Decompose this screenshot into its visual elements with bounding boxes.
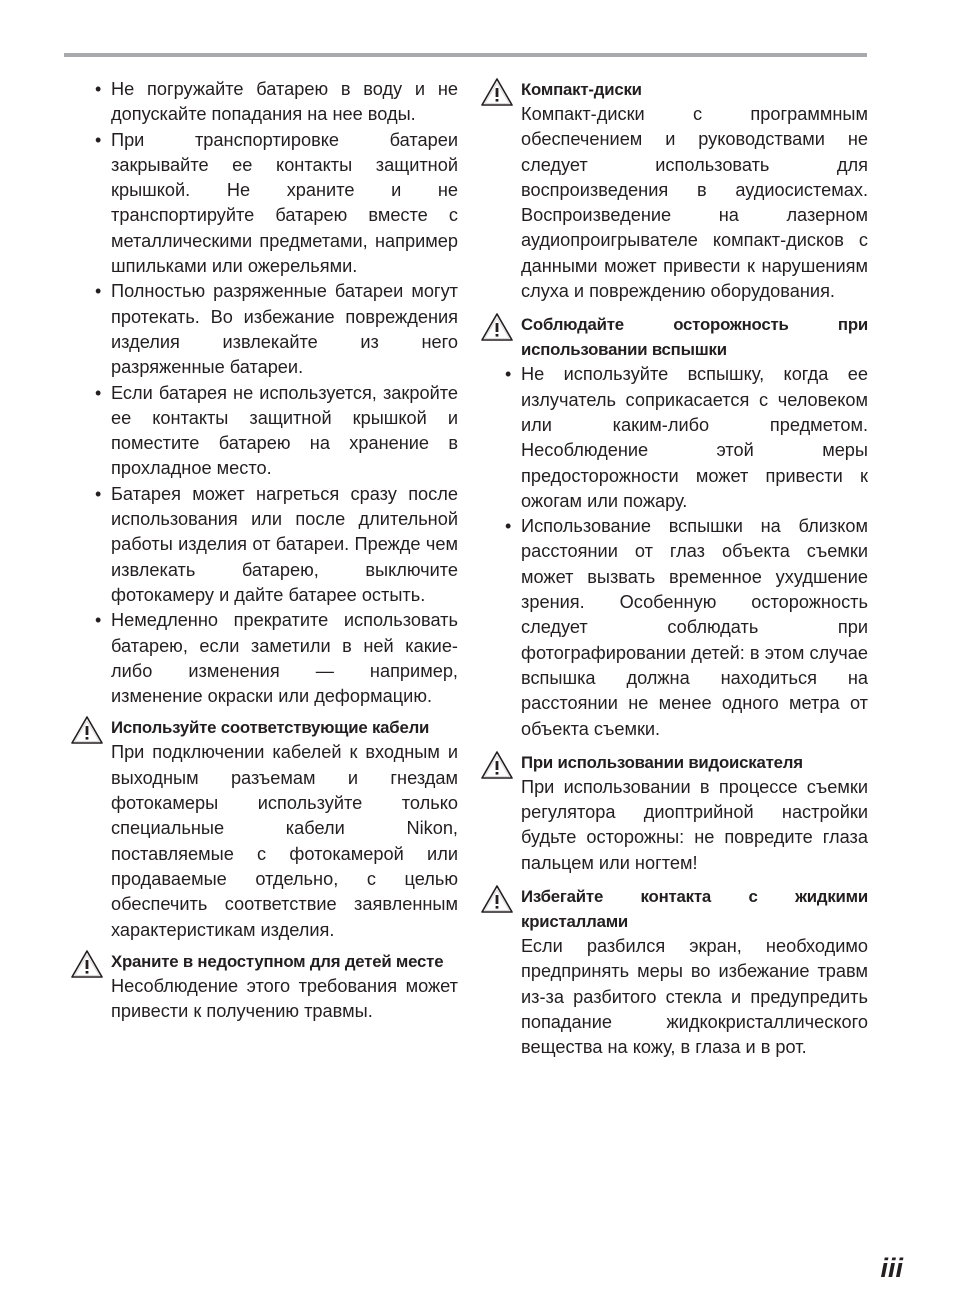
left-column [70, 77, 458, 1024]
warning-triangle-icon [480, 77, 514, 107]
list-item: • При транспортировке батареи закрывайте ее контакты защитной крышкой. Не храните и не транспортируйте батарею вместе с металлическими предметами, например шпильками или ожерельями. [95, 129, 458, 277]
list-item: • Немедленно прекратите использовать батарею, если заметили в ней какие-либо изменения — например, изменение окраски или деформацию. [95, 610, 458, 707]
list-item: • Использование вспышки на близком расстоянии от глаз объекта съемки может вызвать временное ухудшение зрения. Особенную осторожность следует соблюдать при фотографировании детей: в этом случае вспышка должна находиться на расстоянии не менее одного метра от объекта съемки. [505, 516, 868, 739]
section-viewfinder [480, 750, 868, 876]
section-text: При подключении кабелей к входным и выходным разъемам и гнездам фотокамеры используйте только специальные кабели Nikon, поставляемые с фотокамерой или продаваемые отдельно, с целью обеспечить соответствие заявленным характеристикам изделия. [111, 742, 458, 940]
list-item: • Батарея может нагреться сразу после использования или после длительной работы изделия от батареи. Прежде чем извлекать батарею, выключите фотокамеру и дайте батарее остыть. [95, 483, 458, 605]
flash-bullets [480, 362, 868, 741]
page-number: iii [880, 1253, 903, 1283]
section-text: Несоблюдение этого требования может привести к получению травмы. [111, 975, 458, 1022]
warning-triangle-icon [70, 949, 104, 979]
section-title: Храните в недоступном для детей месте [111, 951, 444, 971]
list-item: • Если батарея не используется, закройте ее контакты защитной крышкой и поместите батарею на хранение в прохладное место. [95, 382, 458, 479]
section-lcd [480, 884, 868, 1060]
battery-bullets [70, 77, 458, 709]
warning-triangle-icon [480, 312, 514, 342]
warning-triangle-icon [480, 750, 514, 780]
list-item: • Не погружайте батарею в воду и не допускайте попадания на нее воды. [95, 79, 458, 125]
section-children [70, 949, 458, 1025]
section-text: При использовании в процессе съемки регулятора диоптрийной настройки будьте осторожны: не повредите глаза пальцем или ногтем! [521, 776, 868, 873]
section-cd [480, 77, 868, 304]
section-text: Компакт-диски с программным обеспечением и руководствами не следует использовать для воспроизведения в аудиосистемах. Воспроизведение на лазерном аудиопроигрывателе компакт-дисков с данными может привести к нарушениям слуха и повреждению оборудования. [521, 104, 868, 302]
top-rule [64, 53, 867, 57]
section-title: Используйте соответствующие кабели [111, 718, 430, 738]
section-text: Если разбился экран, необходимо предпринять меры во избежание травм из-за разбитого стекла и предупредить попадание жидкокристаллического вещества на кожу, в глаза и в рот. [521, 936, 868, 1058]
section-cables [70, 715, 458, 942]
section-title: Соблюдайте осторожность при использовании вспышки [521, 315, 868, 360]
section-flash [480, 312, 868, 741]
section-title: Избегайте контакта с жидкими кристаллами [521, 887, 868, 932]
warning-triangle-icon [70, 715, 104, 745]
section-title: При использовании видоискателя [521, 752, 803, 772]
list-item: • Не используйте вспышку, когда ее излучатель соприкасается с человеком или каким-либо предметом. Несоблюдение этой меры предосторожности может привести к ожогам или пожару. [505, 364, 868, 511]
section-title: Компакт-диски [521, 80, 642, 99]
warning-triangle-icon [480, 884, 514, 914]
right-column [480, 77, 868, 1061]
list-item: • Полностью разряженные батареи могут протекать. Во избежание повреждения изделия извлекайте из него разряженные батареи. [95, 281, 458, 378]
